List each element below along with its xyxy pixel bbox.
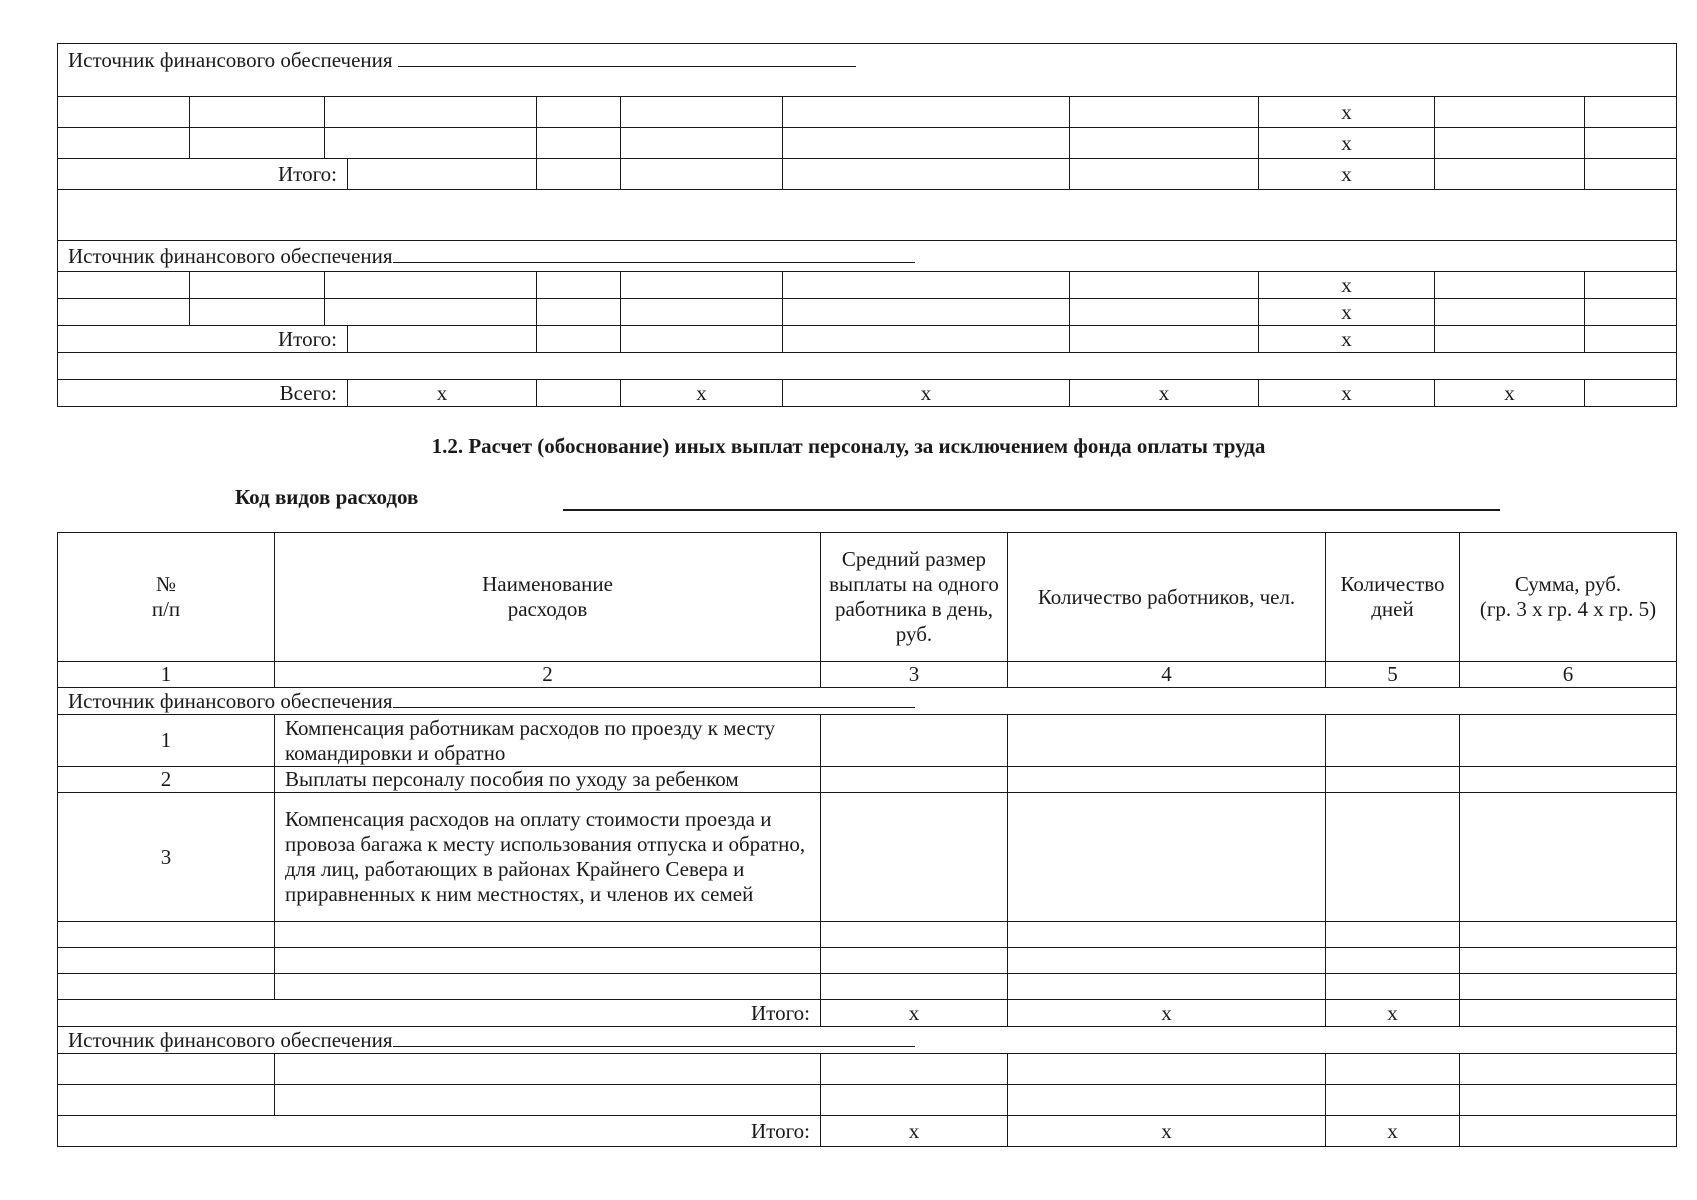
x-mark: x <box>1259 272 1435 299</box>
x-mark: x <box>1259 380 1435 407</box>
x-mark: x <box>821 1000 1008 1027</box>
header-number: № п/п <box>58 533 275 662</box>
subtotal-row <box>58 159 1677 190</box>
source-fill-line[interactable] <box>393 244 915 263</box>
header-sum: Сумма, руб. (гр. 3 х гр. 4 х гр. 5) <box>1460 533 1677 662</box>
x-mark: x <box>821 1116 1008 1147</box>
column-number-row <box>58 662 1677 688</box>
subtotal-row <box>58 326 1677 353</box>
grand-total-row <box>58 380 1677 407</box>
column-number: 4 <box>1008 662 1326 688</box>
table-row <box>58 974 1677 1000</box>
column-number: 6 <box>1460 662 1677 688</box>
table-row <box>58 299 1677 326</box>
header-expense-name: Наименование расходов <box>275 533 821 662</box>
header-days: Количество дней <box>1326 533 1460 662</box>
source-row <box>58 688 1677 715</box>
expense-code-label: Код видов расходов <box>235 485 419 509</box>
grand-total-label: Всего: <box>58 380 348 407</box>
row-number: 2 <box>58 767 275 793</box>
source-label: Источник финансового обеспечения <box>68 243 393 268</box>
source-row <box>58 241 1677 272</box>
spacer-row <box>58 190 1677 241</box>
table-row <box>58 128 1677 159</box>
table-row <box>58 1054 1677 1085</box>
column-number: 3 <box>821 662 1008 688</box>
x-mark: x <box>1259 326 1435 353</box>
header-row <box>58 533 1677 662</box>
row-number: 1 <box>58 715 275 767</box>
total-label: Итого: <box>58 1000 821 1027</box>
table-row <box>58 272 1677 299</box>
table-row <box>58 715 1677 767</box>
expense-name: Выплаты персоналу пособия по уходу за ребенком <box>275 767 821 793</box>
source-label: Источник финансового обеспечения <box>68 48 393 72</box>
section-title: 1.2. Расчет (обоснование) иных выплат персоналу, за исключением фонда оплаты труда <box>431 434 1266 458</box>
expense-code-fill-line[interactable] <box>563 509 1500 511</box>
x-mark: x <box>1070 380 1259 407</box>
row-number: 3 <box>58 793 275 922</box>
total-label: Итого: <box>58 326 348 353</box>
x-mark: x <box>1259 159 1435 190</box>
x-mark: x <box>1326 1000 1460 1027</box>
source-row <box>58 44 1677 97</box>
table-row <box>58 793 1677 922</box>
table-row <box>58 948 1677 974</box>
table-row <box>58 1085 1677 1116</box>
x-mark: x <box>1008 1000 1326 1027</box>
source-row <box>58 1027 1677 1054</box>
x-mark: x <box>1008 1116 1326 1147</box>
table-row <box>58 767 1677 793</box>
table-row <box>58 97 1677 128</box>
x-mark: x <box>783 380 1070 407</box>
total-label: Итого: <box>58 159 348 190</box>
x-mark: x <box>348 380 537 407</box>
x-mark: x <box>621 380 783 407</box>
table-row <box>58 922 1677 948</box>
x-mark: x <box>1326 1116 1460 1147</box>
expense-name: Компенсация работникам расходов по проезду к месту командировки и обратно <box>275 715 821 767</box>
source-fill-line[interactable] <box>398 48 856 67</box>
payroll-continuation-table <box>57 43 1677 407</box>
expense-name: Компенсация расходов на оплату стоимости проезда и провоза багажа к месту использования отпуска и обратно, для лиц, работающих в районах Крайнего Севера и приравненных к ним местностях, и членов их семей <box>275 793 821 922</box>
x-mark: x <box>1435 380 1585 407</box>
x-mark: x <box>1259 97 1435 128</box>
column-number: 2 <box>275 662 821 688</box>
column-number: 1 <box>58 662 275 688</box>
other-payments-table <box>57 532 1677 1147</box>
source-label: Источник финансового обеспечения <box>68 688 393 713</box>
source-fill-line[interactable] <box>393 1028 915 1047</box>
source-label: Источник финансового обеспечения <box>68 1027 393 1052</box>
x-mark: x <box>1259 299 1435 326</box>
header-employee-count: Количество работников, чел. <box>1008 533 1326 662</box>
subtotal-row <box>58 1000 1677 1027</box>
total-label: Итого: <box>58 1116 821 1147</box>
header-avg-payment: Средний размер выплаты на одного работника в день, руб. <box>821 533 1008 662</box>
spacer-row <box>58 353 1677 380</box>
subtotal-row <box>58 1116 1677 1147</box>
source-fill-line[interactable] <box>393 689 915 708</box>
x-mark: x <box>1259 128 1435 159</box>
column-number: 5 <box>1326 662 1460 688</box>
